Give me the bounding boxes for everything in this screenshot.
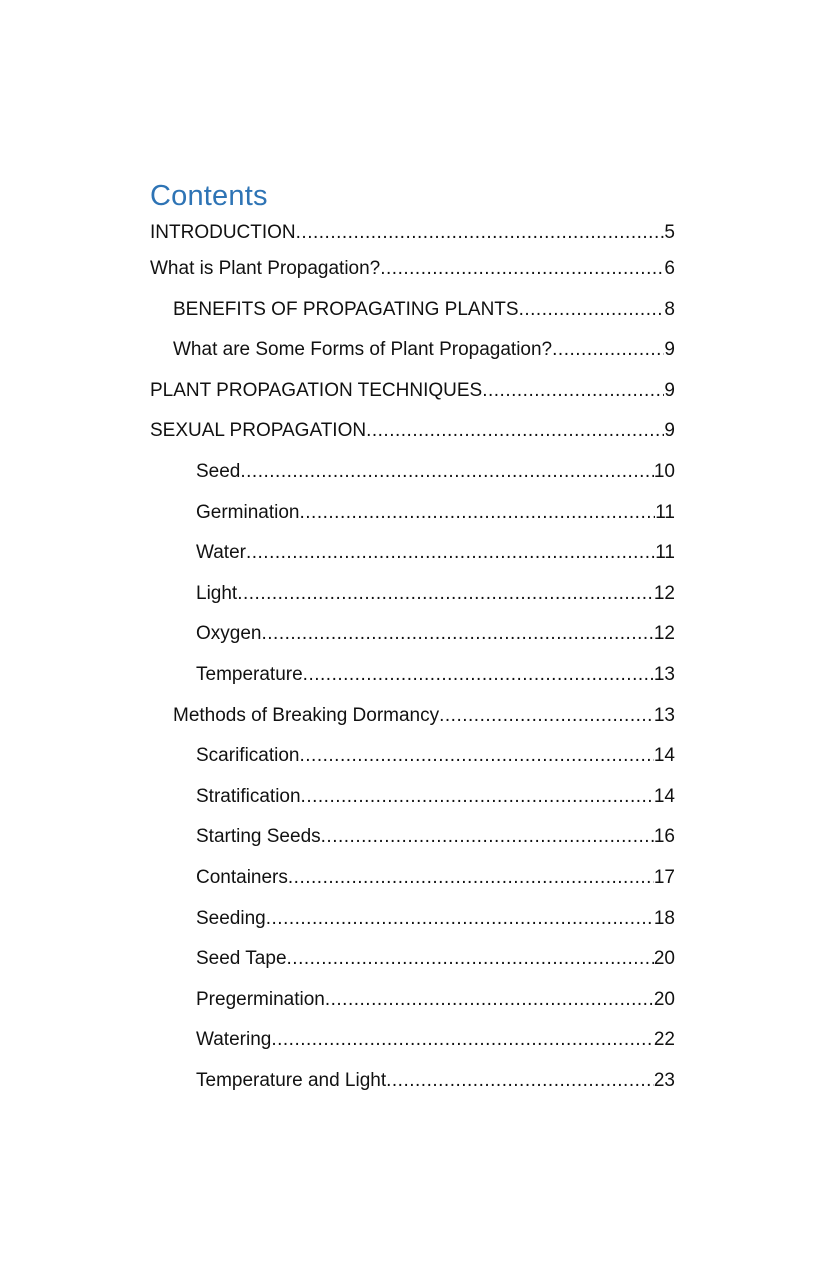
- dot-leader: [287, 939, 654, 980]
- toc-entry[interactable]: [150, 614, 675, 655]
- toc-entry[interactable]: [150, 371, 675, 412]
- toc-entry[interactable]: [150, 1061, 675, 1102]
- dot-leader: [300, 736, 654, 777]
- toc-entry-label: Seed Tape: [196, 948, 287, 970]
- toc-entry[interactable]: [150, 574, 675, 615]
- toc-entry[interactable]: [150, 452, 675, 493]
- toc-entry-page-number: 9: [664, 339, 675, 361]
- toc-entry-page-number: 12: [653, 623, 675, 645]
- toc-entry-label: Temperature: [196, 663, 303, 685]
- toc-entry[interactable]: [150, 411, 675, 452]
- toc-entry-page-number: 20: [653, 988, 675, 1010]
- toc-entry-label: Watering: [196, 1029, 272, 1051]
- dot-leader: [303, 655, 654, 696]
- toc-entry-page-number: 13: [653, 704, 675, 726]
- toc-heading: Contents: [150, 180, 268, 212]
- toc-entry-page-number: 18: [653, 907, 675, 929]
- dot-leader: [296, 216, 665, 249]
- dot-leader: [300, 493, 656, 534]
- toc-entry-label: Stratification: [196, 785, 301, 807]
- toc-entry-label: Seeding: [196, 907, 266, 929]
- toc-entry-page-number: 14: [653, 785, 675, 807]
- toc-entry[interactable]: [150, 777, 675, 818]
- toc-entry-list: [150, 216, 675, 1101]
- dot-leader: [366, 411, 664, 452]
- table-of-contents: [150, 176, 675, 1101]
- toc-entry-label: What is Plant Propagation?: [150, 258, 381, 279]
- toc-entry[interactable]: [150, 290, 675, 331]
- toc-entry-label: Seed: [196, 460, 241, 482]
- toc-entry-page-number: 22: [653, 1029, 675, 1051]
- dot-leader: [266, 899, 654, 940]
- dot-leader: [261, 614, 653, 655]
- toc-entry-label: Methods of Breaking Dormancy: [173, 704, 440, 726]
- toc-entry-label: SEXUAL PROPAGATION: [150, 420, 367, 442]
- toc-entry-page-number: 9: [664, 379, 675, 401]
- toc-entry[interactable]: [150, 858, 675, 899]
- toc-entry[interactable]: [150, 899, 675, 940]
- toc-entry-page-number: 16: [653, 826, 675, 848]
- dot-leader: [552, 330, 664, 371]
- toc-entry[interactable]: [150, 249, 675, 290]
- toc-entry-page-number: 13: [653, 663, 675, 685]
- toc-entry-page-number: 11: [655, 501, 675, 523]
- toc-entry-label: Oxygen: [196, 623, 262, 645]
- toc-entry[interactable]: [150, 817, 675, 858]
- toc-entry[interactable]: [150, 980, 675, 1021]
- toc-entry-page-number: 11: [655, 542, 675, 564]
- toc-entry-label: Germination: [196, 501, 300, 523]
- dot-leader: [519, 290, 665, 331]
- toc-entry-page-number: 14: [653, 745, 675, 767]
- toc-entry[interactable]: [150, 1020, 675, 1061]
- dot-leader: [380, 249, 664, 290]
- toc-entry-page-number: 17: [653, 866, 675, 888]
- toc-entry-label: BENEFITS OF PROPAGATING PLANTS: [173, 298, 519, 320]
- dot-leader: [237, 574, 654, 615]
- toc-entry[interactable]: [150, 939, 675, 980]
- toc-entry-page-number: 12: [653, 582, 675, 604]
- toc-entry-page-number: 6: [664, 258, 675, 279]
- dot-leader: [325, 980, 654, 1021]
- toc-entry-label: Temperature and Light: [196, 1069, 387, 1091]
- dot-leader: [301, 777, 654, 818]
- toc-entry[interactable]: [150, 533, 675, 574]
- toc-entry-page-number: 9: [664, 420, 675, 442]
- toc-entry[interactable]: [150, 655, 675, 696]
- toc-entry-label: Starting Seeds: [196, 826, 321, 848]
- dot-leader: [321, 817, 654, 858]
- toc-entry-page-number: 23: [653, 1069, 675, 1091]
- toc-entry[interactable]: [150, 696, 675, 737]
- toc-entry-label: Light: [196, 582, 238, 604]
- toc-entry-label: Containers: [196, 866, 288, 888]
- toc-entry-label: PLANT PROPAGATION TECHNIQUES: [150, 379, 483, 401]
- toc-entry-label: Scarification: [196, 745, 300, 767]
- toc-entry-label: INTRODUCTION: [150, 222, 296, 243]
- dot-leader: [386, 1061, 654, 1102]
- toc-entry-label: Pregermination: [196, 988, 325, 1010]
- dot-leader: [240, 452, 653, 493]
- toc-entry-label: Water: [196, 542, 246, 564]
- dot-leader: [439, 696, 654, 737]
- toc-entry[interactable]: [150, 736, 675, 777]
- dot-leader: [288, 858, 654, 899]
- dot-leader: [482, 371, 664, 412]
- toc-entry-label: What are Some Forms of Plant Propagation?: [173, 339, 553, 361]
- toc-entry-page-number: 10: [653, 460, 675, 482]
- toc-entry-page-number: 20: [653, 948, 675, 970]
- toc-entry[interactable]: [150, 493, 675, 534]
- dot-leader: [271, 1020, 654, 1061]
- toc-entry-page-number: 8: [664, 298, 675, 320]
- dot-leader: [246, 533, 655, 574]
- toc-entry[interactable]: [150, 330, 675, 371]
- toc-entry-page-number: 5: [664, 222, 675, 243]
- toc-entry[interactable]: [150, 216, 675, 249]
